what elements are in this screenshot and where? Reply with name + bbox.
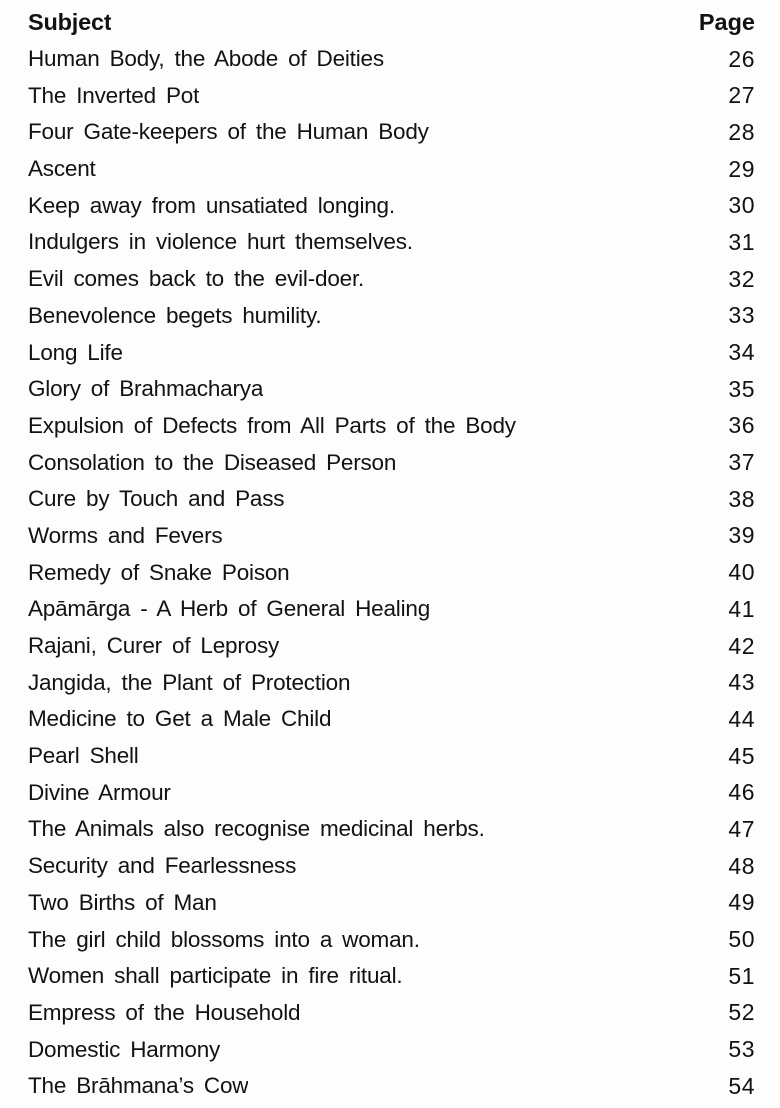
toc-entry-page-number: 45 [728,742,755,769]
toc-entry-row [28,371,755,408]
toc-entry-page-number: 52 [728,999,755,1026]
toc-entry-page-number: 26 [728,45,755,72]
toc-entry-page-number: 48 [728,852,755,879]
toc-entry-row [28,921,755,958]
toc-entry-page-number: 51 [728,962,755,989]
toc-entry-page-number: 30 [728,192,755,219]
toc-entry-page-number: 42 [728,632,755,659]
toc-entry-row [28,628,755,665]
toc-entry-row [28,701,755,738]
toc-entry-row [28,1068,755,1105]
toc-entry-page-number: 50 [728,926,755,953]
toc-entry-row [28,261,755,298]
toc-entry-page-number: 44 [728,705,755,732]
toc-entry-row [28,518,755,555]
toc-entry-row [28,885,755,922]
toc-entry-title: Jangida, the Plant of Protection [28,669,351,695]
toc-entry-row [28,664,755,701]
toc-entry-title: Divine Armour [28,779,171,805]
toc-entry-title: Rajani, Curer of Leprosy [28,633,280,659]
toc-entry-title: Evil comes back to the evil-doer. [28,266,365,292]
toc-entry-row [28,224,755,261]
toc-entry-title: The Animals also recognise medicinal herbs. [28,816,485,842]
toc-entry-row [28,774,755,811]
toc-entry-title: The Inverted Pot [28,82,200,108]
toc-entry-row [28,298,755,335]
toc-entry-page-number: 41 [728,595,755,622]
toc-entry-page-number: 37 [728,449,755,476]
toc-entry-title: Long Life [28,339,123,365]
toc-entry-title: Ascent [28,156,96,182]
toc-entry-title: Keep away from unsatiated longing. [28,192,395,218]
toc-entry-page-number: 31 [728,228,755,255]
toc-entry-page-number: 32 [728,265,755,292]
toc-entry-page-number: 29 [728,155,755,182]
toc-entry-page-number: 40 [728,559,755,586]
toc-entry-title: Empress of the Household [28,999,301,1025]
toc-entry-row [28,151,755,188]
toc-entry-title: The Brāhmana’s Cow [28,1073,249,1099]
toc-entry-row [28,41,755,78]
toc-entry-page-number: 46 [728,779,755,806]
toc-entry-page-number: 53 [728,1036,755,1063]
toc-entries-list [28,41,755,1105]
toc-entry-title: Medicine to Get a Male Child [28,706,332,732]
toc-entry-page-number: 49 [728,889,755,916]
toc-entry-title: Worms and Fevers [28,522,223,548]
toc-entry-page-number: 33 [728,302,755,329]
toc-entry-row [28,848,755,885]
toc-entry-title: Four Gate-keepers of the Human Body [28,119,429,145]
toc-entry-page-number: 27 [728,82,755,109]
subject-column-header: Subject [28,8,112,35]
toc-entry-page-number: 43 [728,669,755,696]
toc-entry-row [28,334,755,371]
toc-entry-page-number: 54 [728,1072,755,1099]
toc-entry-row [28,995,755,1032]
toc-entry-row [28,1031,755,1068]
toc-entry-row [28,77,755,114]
toc-entry-title: Consolation to the Diseased Person [28,449,397,475]
toc-entry-title: Apāmārga - A Herb of General Healing [28,596,431,622]
toc-entry-page-number: 47 [728,815,755,842]
toc-entry-title: Security and Fearlessness [28,853,297,879]
toc-entry-page-number: 39 [728,522,755,549]
toc-entry-row [28,408,755,445]
toc-entry-title: Benevolence begets humility. [28,302,322,328]
toc-entry-title: Expulsion of Defects from All Parts of the Body [28,412,516,438]
toc-entry-row [28,481,755,518]
toc-entry-title: Domestic Harmony [28,1036,221,1062]
toc-entry-page-number: 36 [728,412,755,439]
toc-entry-title: The girl child blossoms into a woman. [28,926,420,952]
toc-entry-row [28,591,755,628]
toc-entry-title: Human Body, the Abode of Deities [28,46,384,72]
toc-entry-title: Glory of Brahmacharya [28,376,264,402]
toc-entry-row [28,444,755,481]
toc-header-row [28,4,755,41]
toc-entry-row [28,187,755,224]
toc-entry-row [28,114,755,151]
toc-entry-row [28,554,755,591]
toc-entry-page-number: 38 [728,485,755,512]
toc-entry-title: Women shall participate in fire ritual. [28,963,403,989]
toc-entry-title: Two Births of Man [28,889,217,915]
toc-entry-page-number: 28 [728,118,755,145]
page-column-header: Page [698,8,755,35]
toc-entry-page-number: 35 [728,375,755,402]
toc-entry-title: Pearl Shell [28,743,139,769]
toc-entry-row [28,738,755,775]
toc-entry-row [28,811,755,848]
toc-entry-title: Remedy of Snake Poison [28,559,290,585]
toc-entry-title: Cure by Touch and Pass [28,486,285,512]
toc-entry-title: Indulgers in violence hurt themselves. [28,229,413,255]
toc-entry-row [28,958,755,995]
toc-entry-page-number: 34 [728,339,755,366]
